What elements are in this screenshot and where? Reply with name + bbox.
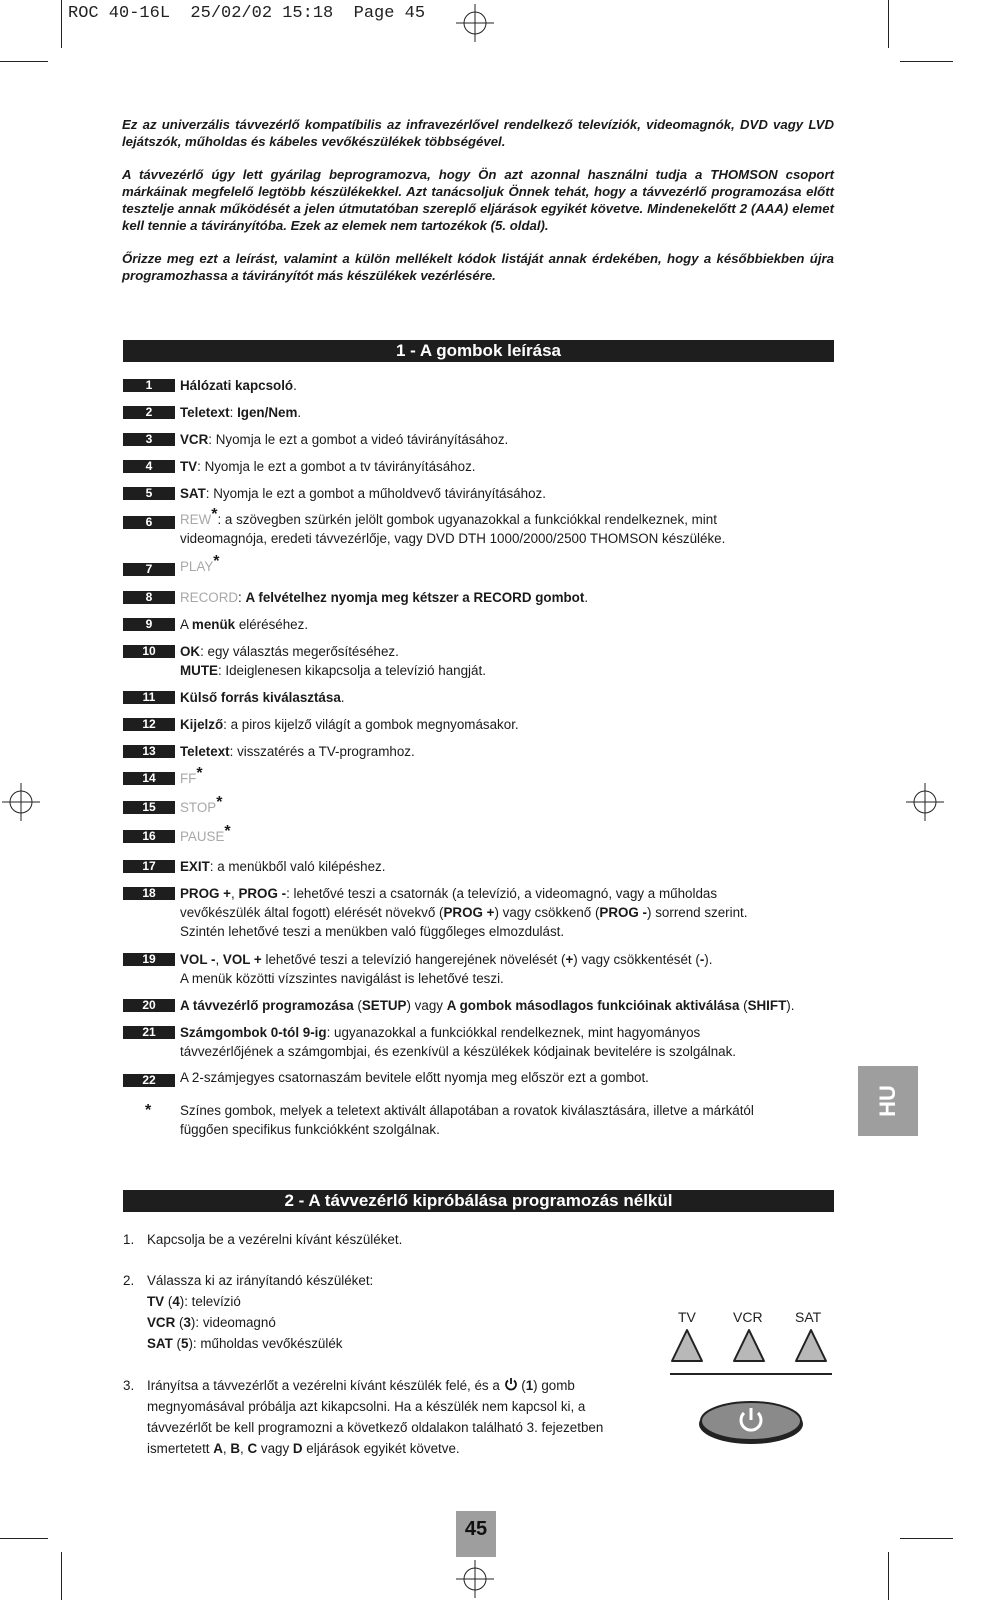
step-text: Irányítsa a távvezérlőt a vezérelni kívánt készülék felé, és a (1) gomb megnyomásával próbálja azt kikapcsolni. Ha a készülék nem kapcsol ki, a távvezérlőt be kell programozni a következő oldalakon található 3. fejezetben ismertetett A, B, C vagy D eljárások egyikét követve. — [147, 1378, 604, 1456]
item-number: 6 — [123, 516, 175, 529]
item-number: 4 — [123, 460, 175, 473]
item-number: 21 — [123, 1026, 175, 1039]
item-number: 3 — [123, 433, 175, 446]
section2-title: 2 - A távvezérlő kipróbálása programozás nélkül — [123, 1190, 834, 1212]
step-number: 1. — [123, 1232, 135, 1247]
crop-mark — [0, 61, 48, 62]
item-text: PLAY* — [180, 553, 220, 574]
item-text: RECORD: A felvételhez nyomja meg kétszer a RECORD gombot. — [180, 590, 589, 605]
section1-title: 1 - A gombok leírása — [123, 340, 834, 362]
illustration-label-tv: TV — [678, 1309, 696, 1325]
registration-mark-right — [906, 783, 944, 821]
intro-text — [122, 116, 834, 300]
illustration-label-vcr: VCR — [733, 1309, 763, 1325]
item-text: Külső forrás kiválasztása. — [180, 690, 345, 705]
print-header: ROC 40-16L 25/02/02 15:18 Page 45 — [68, 4, 426, 23]
item-number: 12 — [123, 718, 175, 731]
item-number: 1 — [123, 379, 175, 392]
item-text: PROG +, PROG -: lehetővé teszi a csatornák (a televízió, a videomagnó, vagy a műholdas vevőkészülék által fogott) elérését növekvő (PROG +) vagy csökkenő (PROG -) sorrend szerint. Szintén lehetővé teszi a menükben való függőleges elmozdulást. — [180, 886, 748, 939]
sat-triangle-icon — [796, 1330, 826, 1361]
item-text: OK: egy választás megerősítéséhez. MUTE: Ideiglenesen kikapcsolja a televízió hangját. — [180, 644, 486, 678]
language-tab-label: HU — [875, 1085, 900, 1117]
device-tv: TV (4): televízió — [147, 1294, 241, 1309]
item-text: PAUSE* — [180, 823, 231, 844]
item-number: 11 — [123, 691, 175, 704]
item-number: 10 — [123, 645, 175, 658]
item-text: Számgombok 0-tól 9-ig: ugyanazokkal a funkciókkal rendelkeznek, mint hagyományos távvezérlőjének a számgombjai, és ezenkívül a készülékek kódjainak bevitelére is szolgálnak. — [180, 1025, 736, 1059]
device-vcr: VCR (3): videomagnó — [147, 1315, 276, 1330]
item-number: 9 — [123, 618, 175, 631]
step-number: 2. — [123, 1273, 135, 1288]
crop-mark — [888, 0, 889, 48]
item-text: Teletext: Igen/Nem. — [180, 405, 302, 420]
item-text: A távvezérlő programozása (SETUP) vagy A gombok másodlagos funkcióinak aktiválása (SHIFT). — [180, 998, 795, 1013]
item-number: 20 — [123, 999, 175, 1012]
crop-mark — [900, 1538, 953, 1539]
item-text: FF* — [180, 765, 203, 786]
item-text: STOP* — [180, 794, 223, 815]
device-buttons-illustration — [670, 1328, 834, 1364]
item-text: Kijelző: a piros kijelző világít a gombok megnyomásakor. — [180, 717, 519, 732]
item-number: 15 — [123, 801, 175, 814]
registration-mark-top — [456, 4, 494, 42]
item-number: 8 — [123, 591, 175, 604]
item-text: Teletext: visszatérés a TV-programhoz. — [180, 744, 415, 759]
illustration-divider — [670, 1373, 832, 1375]
registration-mark-left — [2, 783, 40, 821]
item-number: 17 — [123, 860, 175, 873]
device-sat: SAT (5): műholdas vevőkészülék — [147, 1336, 343, 1351]
crop-mark — [888, 1552, 889, 1600]
item-text: REW*: a szövegben szürkén jelölt gombok ugyanazokkal a funkciókkal rendelkeznek, mint videomagnója, eredeti távvezérlője, vagy DVD DTH 1000/2000/2500 THOMSON készüléke. — [180, 506, 726, 546]
footnote-text: Színes gombok, melyek a teletext aktivált állapotában a rovatok kiválasztására, illetve a márkától függően specifikus funkciókként szolgálnak. — [180, 1103, 754, 1137]
item-number: 18 — [123, 887, 175, 900]
power-button-illustration — [697, 1398, 805, 1446]
item-text: EXIT: a menükből való kilépéshez. — [180, 859, 386, 874]
crop-mark — [900, 61, 953, 62]
item-text: SAT: Nyomja le ezt a gombot a műholdvevő távirányításához. — [180, 486, 546, 501]
item-number: 22 — [123, 1074, 175, 1087]
vcr-triangle-icon — [734, 1330, 764, 1361]
intro-paragraph-1: Ez az univerzális távvezérlő kompatíbilis az infravezérlővel rendelkező televíziók, videomagnók, DVD vagy LVD lejátszók, műholdas és kábeles vevőkészülékek többségével. — [122, 117, 834, 149]
step-text: Válassza ki az irányítandó készüléket: TV (4): televízió VCR (3): videomagnó SAT (5): műholdas vevőkészülék — [147, 1270, 667, 1354]
item-text: VOL -, VOL + lehetővé teszi a televízió hangerejének növelését (+) vagy csökkentését (-). A menük közötti vízszintes navigálást is lehetővé teszi. — [180, 952, 713, 986]
step-number: 3. — [123, 1378, 135, 1393]
item-text: TV: Nyomja le ezt a gombot a tv távirányításához. — [180, 459, 476, 474]
item-number: 14 — [123, 772, 175, 785]
item-text: A menük eléréséhez. — [180, 617, 309, 632]
crop-mark — [61, 0, 62, 48]
item-number: 19 — [123, 953, 175, 966]
item-number: 16 — [123, 830, 175, 843]
intro-paragraph-2: A távvezérlő úgy lett gyárilag beprogramozva, hogy Ön azt azonnal használni tudja a THOMSON csoport márkáinak megfelelő legtöbb készülékekkel. Azt tanácsoljuk Önnek tehát, hogy a távvezérlő programozása előtt tesztelje annak működését a jelen útmutatóban szereplő eljárások egyikét követve. Mindenekelőtt 2 (AAA) elemet kell tennie a távirányítóba. Ezek az elemek nem tartozékok (5. oldal). — [122, 167, 834, 233]
item-text: Hálózati kapcsoló. — [180, 378, 297, 393]
item-number: 7 — [123, 563, 175, 576]
power-icon — [504, 1377, 518, 1391]
item-text: VCR: Nyomja le ezt a gombot a videó távirányításához. — [180, 432, 509, 447]
intro-paragraph-3: Őrizze meg ezt a leírást, valamint a külön mellékelt kódok listáját annak érdekében, hogy a későbbiekben újra programozhassa a távirányítót más készülékek vezérlésére. — [122, 251, 834, 283]
item-text: A 2-számjegyes csatornaszám bevitele előtt nyomja meg először ezt a gombot. — [180, 1070, 649, 1085]
step-text: Kapcsolja be a vezérelni kívánt készüléket. — [147, 1232, 403, 1247]
item-number: 5 — [123, 487, 175, 500]
page-number: 45 — [456, 1511, 496, 1557]
crop-mark — [0, 1538, 48, 1539]
illustration-label-sat: SAT — [795, 1309, 822, 1325]
crop-mark — [61, 1552, 62, 1600]
item-number: 13 — [123, 745, 175, 758]
footnote-asterisk: * — [145, 1102, 152, 1119]
language-tab — [858, 1066, 918, 1136]
item-number: 2 — [123, 406, 175, 419]
tv-triangle-icon — [672, 1330, 702, 1361]
registration-mark-bottom — [456, 1560, 494, 1598]
